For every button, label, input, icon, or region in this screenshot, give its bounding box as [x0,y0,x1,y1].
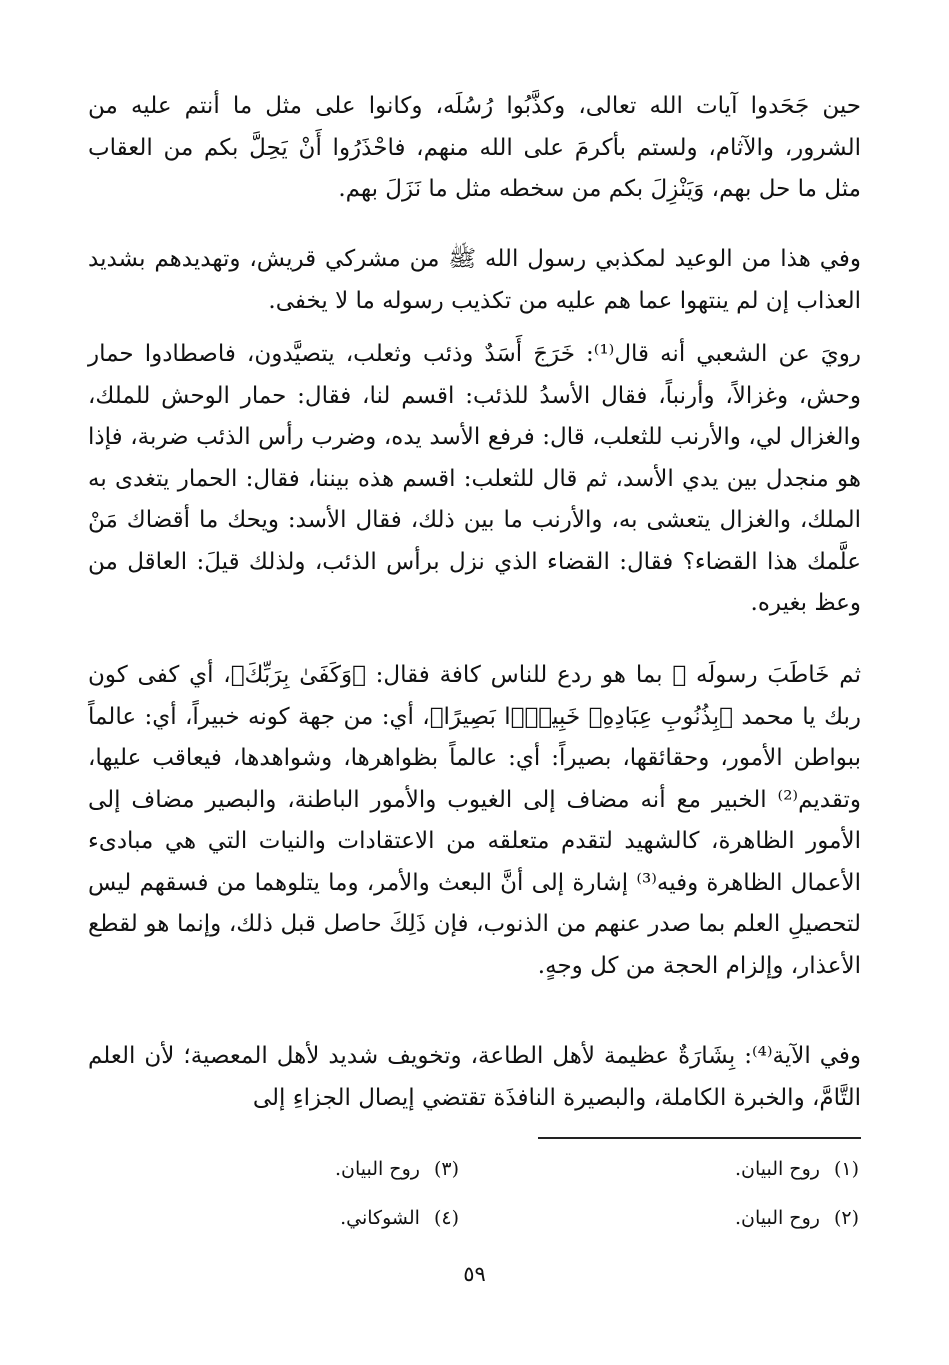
paragraph-3: رويَ عن الشعبي أنه قال⁽¹⁾: خَرَجَ أَسَدٌ وذئب وثعلب، يتصيَّدون، فاصطادوا حمار وحش، وغزالاً، وأرنباً، فقال الأسدُ للذئب: اقسم لنا، فقال: حمار الوحش للملك، والغزال لي، والأرنب للثعلب، قال: فرفع الأسد يده، وضرب رأس الذئب ضربة، فإذا هو منجدل بين يدي الأسد، ثم قال للثعلب: اقسم هذه بيننا، فقال: الحمار يتغدى به الملك، والغزال يتعشى به، والأرنب ما بين ذلك، فقال الأسد: ويحك ما أقضاك مَنْ علَّمك هذا القضاء؟ فقال: القضاء الذي نزل برأس الذئب، ولذلك قيلَ: العاقل من وعظ بغيره. [88,341,862,616]
footnote-number: (١) [833,1158,859,1180]
paragraph-1: حين جَحَدوا آيات الله تعالى، وكذَّبُوا رُسُلَه، وكانوا على مثل ما أنتم عليه من الشرور، والآثام، ولستم بأكرمَ على الله منهم، فاحْذَرُوا أَنْ يَحِلَّ بكم من العقاب مثل ما حل بهم، وَيَنْزِلَ بكم من سخطه مثل ما نَزَلَ بهم. [88,93,861,202]
paragraph-2: وفي هذا من الوعيد لمكذبي رسول الله ﷺ من مشركي قريش، وتهديدهم بشديد العذاب إن لم ينتهوا عما هم عليه من تكذيب رسوله ما لا يخفى. [88,246,861,314]
footnote-text: روح البيان. [734,1207,820,1229]
page-number: ٥٩ [463,1262,486,1286]
footnote-number: (٢) [833,1207,859,1229]
footnote-3 [335,1157,459,1181]
footnote-text: روح البيان. [334,1158,420,1180]
footnote-divider [538,1137,861,1139]
footnote-2 [735,1206,859,1230]
footnote-number: (٣) [433,1158,459,1180]
footnote-text: الشوكاني. [340,1207,420,1229]
footnote-1 [735,1157,859,1181]
paragraph-4: ثم خَاطَبَ رسولَه ﷺ بما هو ردع للناس كافة فقال: ﴿وَكَفَىٰ بِرَبِّكَ﴾، أي كفى كون ربك يا محمد ﴿بِذُنُوبِ عِبَادِهِۦ خَبِيرًۢا بَصِيرًا﴾، أي: من جهة كونه خبيراً، أي: عالماً ببواطن الأمور، وحقائقها، بصيراً: أي: عالماً بظواهرها، وشواهدها، فيعاقب عليها، وتقديم⁽²⁾ الخبير مع أنه مضاف إلى الغيوب والأمور الباطنة، والبصير مضاف إلى الأمور الظاهرة، كالشهيد لتقدم متعلقه من الاعتقادات والنيات التي هي مبادىء الأعمال الظاهرة وفيه⁽³⁾ إشارة إلى أنَّ البعث والأمر، وما يتلوهما من فسقهم ليس لتحصيلِ العلم بما صدر عنهم من الذنوب، فإن ذَلِكَ حاصل قبل ذلك، وإنما هو لقطع الأعذار، وإلزام الحجة من كل وجهٍ. [88,662,861,979]
footnote-4 [340,1206,459,1230]
footnote-number: (٤) [433,1207,459,1229]
paragraph-5: وفي الآية⁽⁴⁾: بِشَارَةٌ عظيمة لأهل الطاعة، وتخويف شديد لأهل المعصية؛ لأن العلم التَّامَّ، والخبرة الكاملة، والبصيرة النافذَة تقتضي إيصال الجزاءِ إلى [88,1043,861,1111]
footnote-text: روح البيان. [734,1158,820,1180]
